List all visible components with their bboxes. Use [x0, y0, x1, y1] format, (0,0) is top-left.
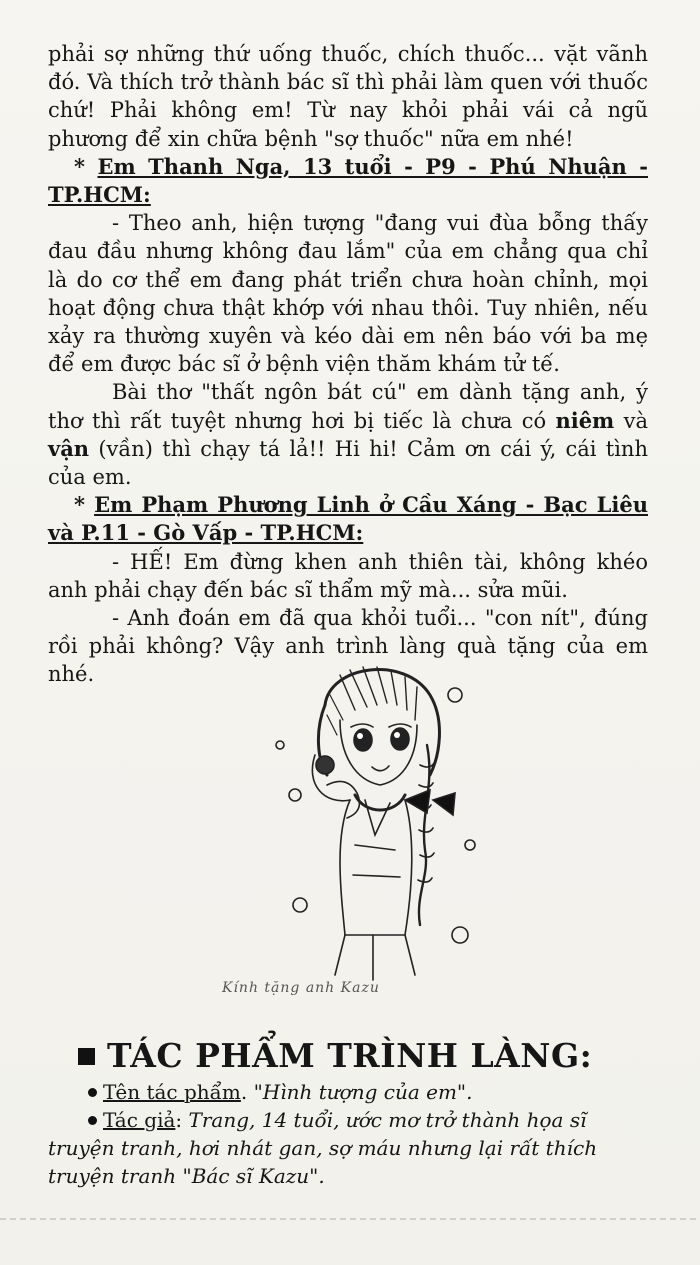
- girl-drawing-illustration: [255, 635, 495, 1015]
- paragraph-reply-2: - HẾ! Em đừng khen anh thiên tài, không khéo anh phải chạy đến bác sĩ thẩm mỹ mà... sửa mũi.: [48, 549, 648, 602]
- reader-heading-2: * Em Phạm Phương Linh ở Cầu Xáng - Bạc Liêu và P.11 - Gò Vấp - TP.HCM:: [48, 492, 649, 546]
- keyword-van: vận: [48, 435, 90, 461]
- poem-text-b: và: [614, 408, 649, 433]
- work-author-value: Trang, 14 tuổi, ước mơ trở thành họa sĩ truyện tranh, hơi nhát gan, sợ máu nhưng lại rất thích truyện tranh "Bác sĩ Kazu".: [48, 1108, 598, 1188]
- work-title-line: Tên tác phẩm. "Hình tượng của em".: [48, 1078, 650, 1106]
- paragraph-intro: phải sợ những thứ uống thuốc, chích thuốc... vặt vãnh đó. Và thích trở thành bác sĩ thì phải làm quen với thuốc chứ! Phải không em! Từ nay khỏi phải vái cả ngũ phương để xin chữa bệnh "sợ thuốc" nữa em nhé!: [48, 42, 648, 151]
- section-title-text: TÁC PHẨM TRÌNH LÀNG:: [107, 1036, 593, 1075]
- section-title: [78, 1036, 638, 1076]
- paragraph-poem: [48, 378, 648, 491]
- featured-work-section: [78, 1036, 638, 1076]
- paragraph-reply-1: - Theo anh, hiện tượng "đang vui đùa bỗng thấy đau đầu nhưng không đau lắm" của em chẳng qua chỉ là do cơ thể em đang phát triển chưa hoàn chỉnh, mọi hoạt động chưa thật khớp với nhau thôi. Tuy nhiên, nếu xảy ra thường xuyên và kéo dài em nên báo với ba mẹ để em được bác sĩ ở bệnh viện thăm khám tử tế.: [48, 211, 648, 377]
- dot-bullet-icon: [88, 1088, 97, 1097]
- work-title-value: "Hình tượng của em".: [253, 1080, 473, 1104]
- paragraph-reply-3: - Anh đoán em đã qua khỏi tuổi... "con nít", đúng rồi phải không? Vậy anh trình làng quà tặng của em nhé.: [48, 606, 648, 687]
- reader-name-2: Em Phạm Phương Linh ở Cầu Xáng - Bạc Liêu và P.11 - Gò Vấp - TP.HCM:: [48, 492, 649, 546]
- square-bullet-icon: [78, 1048, 95, 1065]
- article-text: [48, 40, 648, 689]
- poem-text-a: Bài thơ "thất ngôn bát cú" em dành tặng anh, ý thơ thì rất tuyệt nhưng hơi bị tiếc là chưa có: [48, 380, 648, 433]
- illustration-signature: Kính tặng anh Kazu: [222, 980, 380, 996]
- reader-heading-1: * Em Thanh Nga, 13 tuổi - P9 - Phú Nhuận - TP.HCM:: [48, 153, 648, 208]
- keyword-niem: niêm: [555, 407, 615, 433]
- work-title-label: Tên tác phẩm: [103, 1080, 241, 1104]
- page-bottom-divider: [0, 1218, 700, 1220]
- work-author-label: Tác giả: [103, 1108, 176, 1132]
- poem-text-c: (vần) thì chạy tá lả!! Hi hi! Cảm ơn cái ý, cái tình của em.: [48, 436, 648, 490]
- dot-bullet-icon: [88, 1116, 97, 1125]
- work-author-line: Tác giả: Trang, 14 tuổi, ước mơ trở thành họa sĩ truyện tranh, hơi nhát gan, sợ máu nhưng lại rất thích truyện tranh "Bác sĩ Kazu".: [48, 1108, 598, 1188]
- work-details: [48, 1078, 650, 1190]
- reader-name-1: Em Thanh Nga, 13 tuổi - P9 - Phú Nhuận - TP.HCM:: [48, 153, 648, 208]
